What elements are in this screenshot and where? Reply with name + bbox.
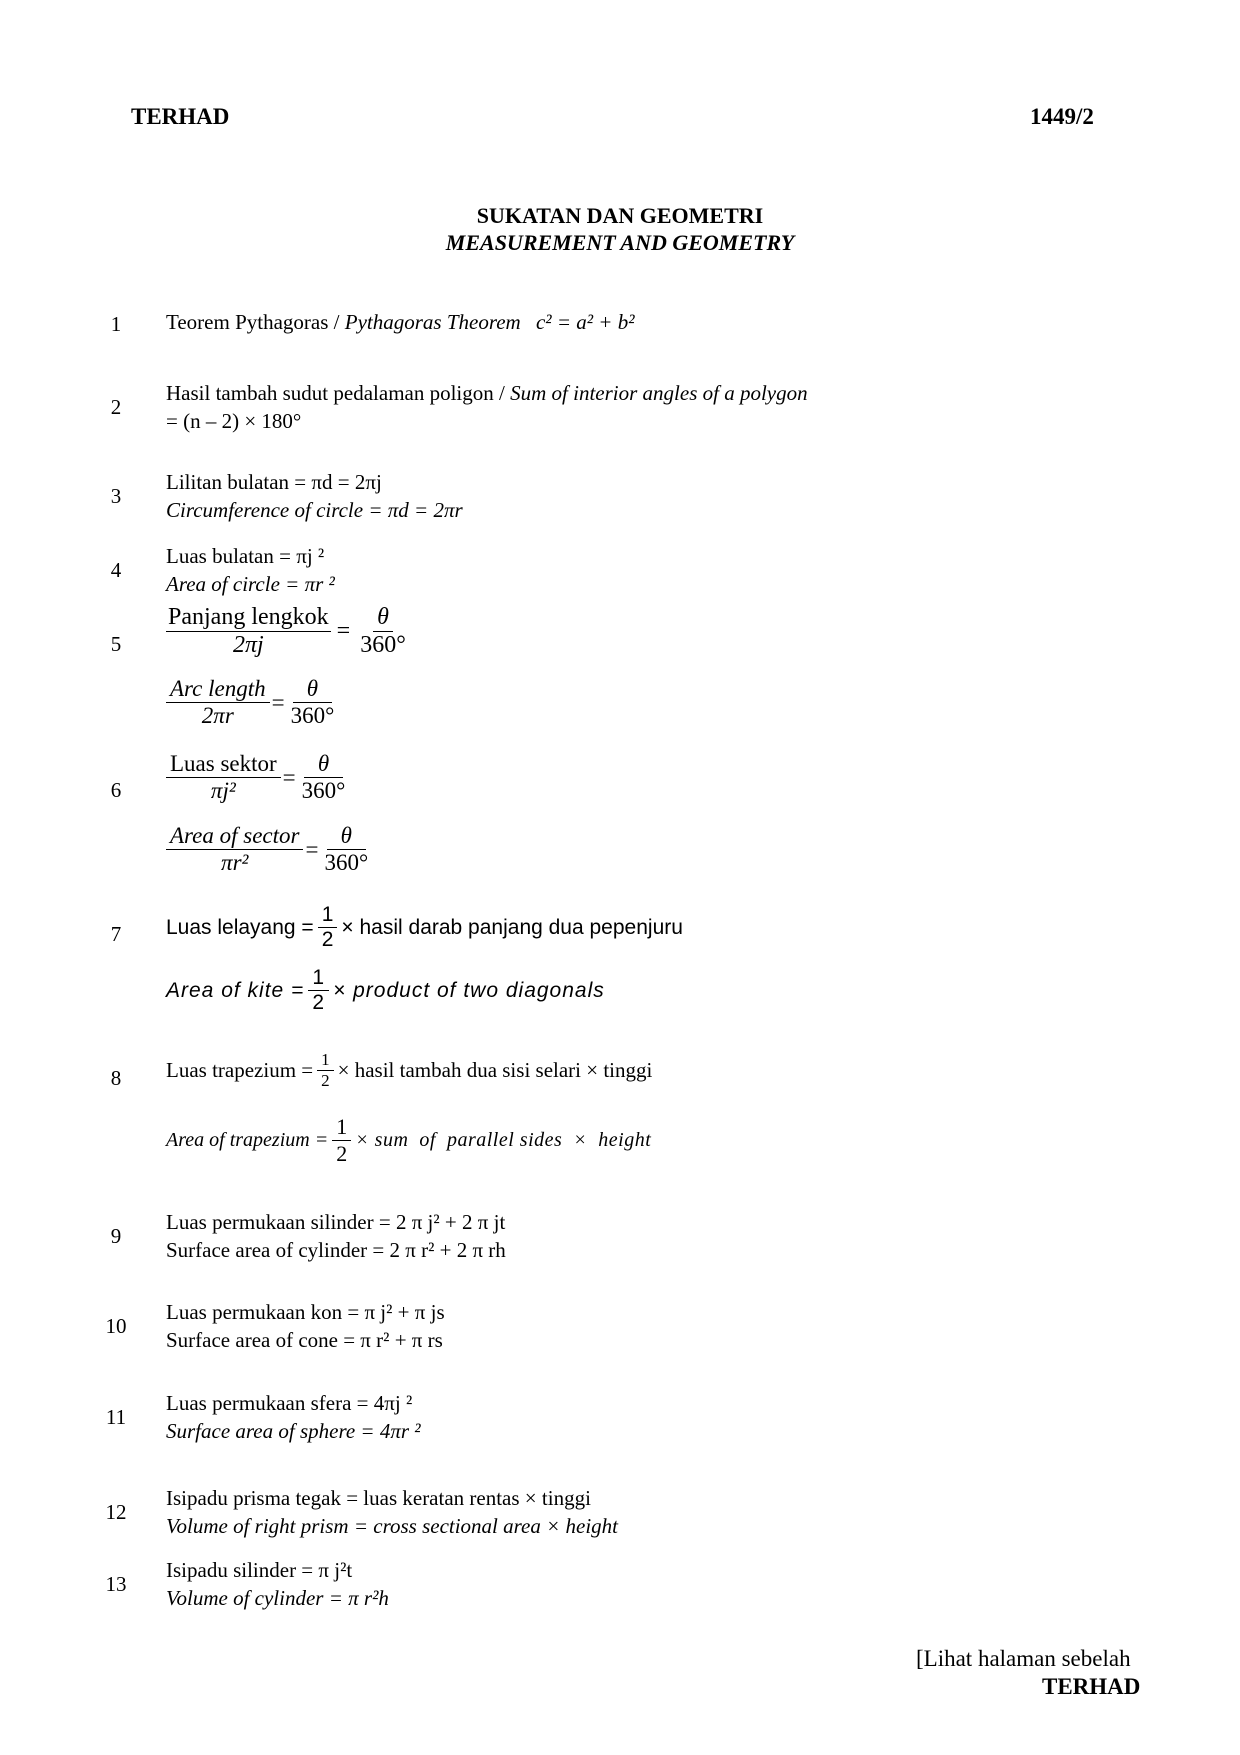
numerator: 1: [318, 903, 338, 928]
item-number: 7: [110, 922, 122, 946]
item-2-line2: = (n – 2) × 180°: [166, 409, 302, 433]
fraction: [320, 823, 372, 876]
numerator: 1: [332, 1114, 351, 1141]
equals: =: [336, 618, 351, 644]
item-6-malay-formula: [166, 751, 349, 804]
item-1-malay: Teorem Pythagoras: [166, 310, 329, 334]
item-11-malay: Luas permukaan sfera = 4πj ²: [166, 1391, 413, 1415]
item-number: 13: [105, 1572, 127, 1596]
item-number: 8: [110, 1066, 122, 1090]
item-number: 11: [105, 1405, 127, 1429]
denominator: 2: [336, 1141, 348, 1166]
item-13-malay: Isipadu silinder = π j²t: [166, 1558, 353, 1582]
item-1-line: [166, 310, 635, 335]
title-malay: SUKATAN DAN GEOMETRI: [476, 203, 764, 228]
text: Area of trapezium =: [166, 1129, 329, 1151]
item-12-malay: Isipadu prisma tegak = luas keratan rentas × tinggi: [166, 1486, 591, 1510]
numerator: θ: [304, 751, 343, 778]
fraction: [166, 751, 281, 804]
denominator: 360°: [360, 632, 406, 658]
item-6-english-formula: [166, 823, 372, 876]
denominator: 2: [321, 928, 334, 951]
item-number: 3: [110, 484, 122, 508]
item-2-malay: Hasil tambah sudut pedalaman poligon: [166, 381, 494, 405]
denominator: 360°: [324, 850, 369, 875]
fraction: [166, 823, 303, 876]
text: Luas trapezium =: [166, 1058, 314, 1082]
header-right: 1449/2: [1030, 104, 1094, 129]
half-fraction: [318, 903, 338, 952]
numerator: Area of sector: [166, 823, 303, 850]
item-10-malay: Luas permukaan kon = π j² + π js: [166, 1300, 445, 1324]
denominator: 2: [321, 1071, 330, 1090]
fraction: [356, 604, 410, 659]
half-fraction: [332, 1114, 351, 1167]
text: × hasil darab panjang dua pepenjuru: [341, 915, 683, 939]
equals: =: [305, 836, 319, 862]
half-fraction: [308, 966, 329, 1015]
item-number: 6: [110, 778, 122, 802]
item-10-english: Surface area of cone = π r² + π rs: [166, 1328, 443, 1352]
item-number: 5: [110, 632, 122, 656]
item-5-malay-formula: [166, 604, 410, 659]
text: × product of two diagonals: [333, 978, 605, 1002]
item-4-malay: Luas bulatan = πj ²: [166, 544, 325, 568]
item-number: 1: [110, 312, 122, 336]
numerator: θ: [327, 823, 366, 850]
denominator: 2πr: [201, 703, 234, 728]
denominator: 360°: [290, 703, 335, 728]
item-4-english: Area of circle = πr ²: [166, 572, 335, 596]
item-3-english: Circumference of circle = πd = 2πr: [166, 498, 463, 522]
header-left: TERHAD: [131, 104, 230, 129]
item-8-malay-formula: [166, 1050, 652, 1091]
item-number: 2: [110, 395, 122, 419]
item-9-malay: Luas permukaan silinder = 2 π j² + 2 π jt: [166, 1210, 506, 1234]
item-7-english-formula: [166, 966, 605, 1015]
title-english: MEASUREMENT AND GEOMETRY: [445, 230, 795, 255]
numerator: Arc length: [166, 676, 270, 703]
item-9-english: Surface area of cylinder = 2 π r² + 2 π rh: [166, 1238, 506, 1262]
numerator: Luas sektor: [166, 751, 281, 778]
text: × hasil tambah dua sisi selari × tinggi: [337, 1058, 653, 1082]
item-13-english: Volume of cylinder = π r²h: [166, 1586, 389, 1610]
fraction: [166, 676, 270, 729]
item-7-malay-formula: [166, 903, 683, 952]
denominator: πr²: [221, 850, 249, 875]
item-number: 4: [110, 558, 122, 582]
item-number: 9: [110, 1224, 122, 1248]
numerator: 1: [308, 966, 329, 991]
item-1-sep: /: [328, 310, 345, 334]
item-number: 10: [105, 1314, 127, 1338]
item-1-english: Pythagoras Theorem: [344, 310, 521, 334]
item-3-malay: Lilitan bulatan = πd = 2πj: [166, 470, 382, 494]
denominator: 2πj: [232, 632, 264, 658]
text: Luas lelayang =: [166, 915, 314, 939]
fraction: [287, 676, 339, 729]
item-1-formula: c² = a² + b²: [535, 310, 635, 334]
numerator: θ: [293, 676, 332, 703]
item-12-english: Volume of right prism = cross sectional area × height: [166, 1514, 619, 1538]
equals: =: [271, 689, 285, 715]
item-2-english: Sum of interior angles of a polygon: [510, 381, 808, 405]
item-8-english-formula: [166, 1114, 651, 1167]
item-2-line1: [166, 381, 808, 406]
item-number: 12: [105, 1500, 127, 1524]
text: Area of kite =: [166, 978, 305, 1002]
numerator: θ: [373, 604, 393, 632]
item-11-english: Surface area of sphere = 4πr ²: [166, 1419, 421, 1443]
footer-terhad: TERHAD: [1042, 1674, 1141, 1699]
denominator: 2: [312, 991, 326, 1014]
equals: =: [282, 764, 296, 790]
text: × sum of parallel sides × height: [355, 1129, 652, 1151]
denominator: πj²: [210, 778, 236, 803]
numerator: 1: [317, 1050, 334, 1071]
footer-next-page: [Lihat halaman sebelah: [916, 1646, 1131, 1671]
fraction: [298, 751, 350, 804]
fraction: [166, 604, 331, 659]
denominator: 360°: [301, 778, 346, 803]
item-5-english-formula: [166, 676, 338, 729]
numerator: Panjang lengkok: [168, 604, 329, 630]
half-fraction: [317, 1050, 334, 1091]
item-2-sep: /: [493, 381, 511, 405]
